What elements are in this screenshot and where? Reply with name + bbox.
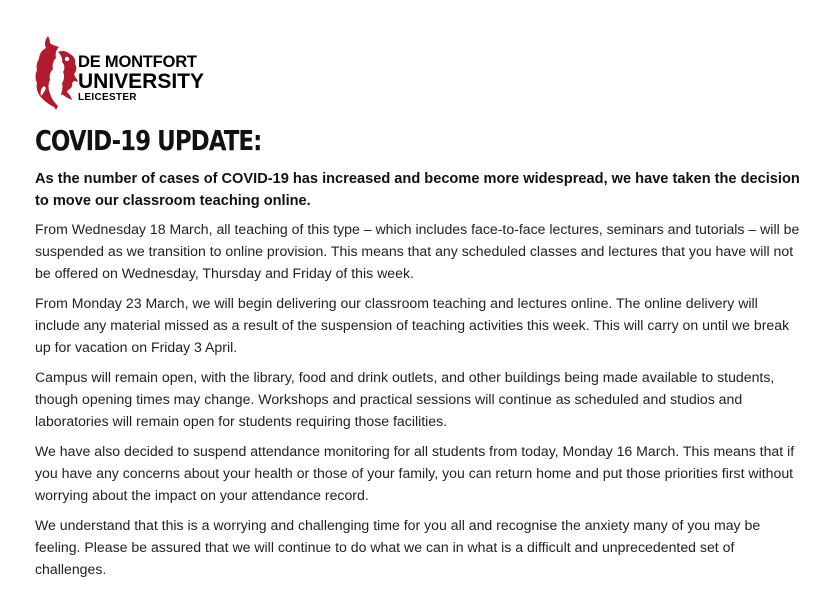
body-paragraph-4: We have also decided to suspend attendance monitoring for all students from today, Monday 16 March. This means that if you have any concerns about your health or those of your family, you can return home and put those priorities first without worrying about the impact on your attendance record. [35,443,795,503]
body-paragraph-2: From Monday 23 March, we will begin delivering our classroom teaching and lectures online. The online delivery will include any material missed as a result of the suspension of teaching activities this week. This will carry on until we break up for vacation on Friday 3 April. [35,295,790,355]
body-paragraph-3: Campus will remain open, with the library, food and drink outlets, and other buildings being made available to students, though opening times may change. Workshops and practical sessions will continue as scheduled and studios and laboratories will remain open for students requiring those facilities. [35,369,775,429]
page-title: COVID-19 UPDATE: [35,124,262,157]
body-paragraph-1: From Wednesday 18 March, all teaching of this type – which includes face-to-face lectures, seminars and tutorials – will be suspended as we transition to online provision. This means that any scheduled classes and lectures that you have will not be offered on Wednesday, Thursday and Friday of this week. [35,221,800,281]
body-paragraph-5: We understand that this is a worrying and challenging time for you all and recognise the anxiety many of you may be feeling. Please be assured that we will continue to do what we can in what is a difficult and unprecedented set of challenges. [35,517,761,577]
logo-line-leicester: LEICESTER [78,91,137,103]
university-logo [34,34,234,110]
logo-line-de-montfort: DE MONTFORT [78,53,197,71]
lead-paragraph: As the number of cases of COVID-19 has increased and become more widespread, we have taken the decision to move our classroom teaching online. [35,171,800,209]
logo-wordmark [78,54,204,103]
lion-crest-icon [34,34,80,110]
logo-line-university: UNIVERSITY [78,69,205,93]
article-body [35,168,805,588]
